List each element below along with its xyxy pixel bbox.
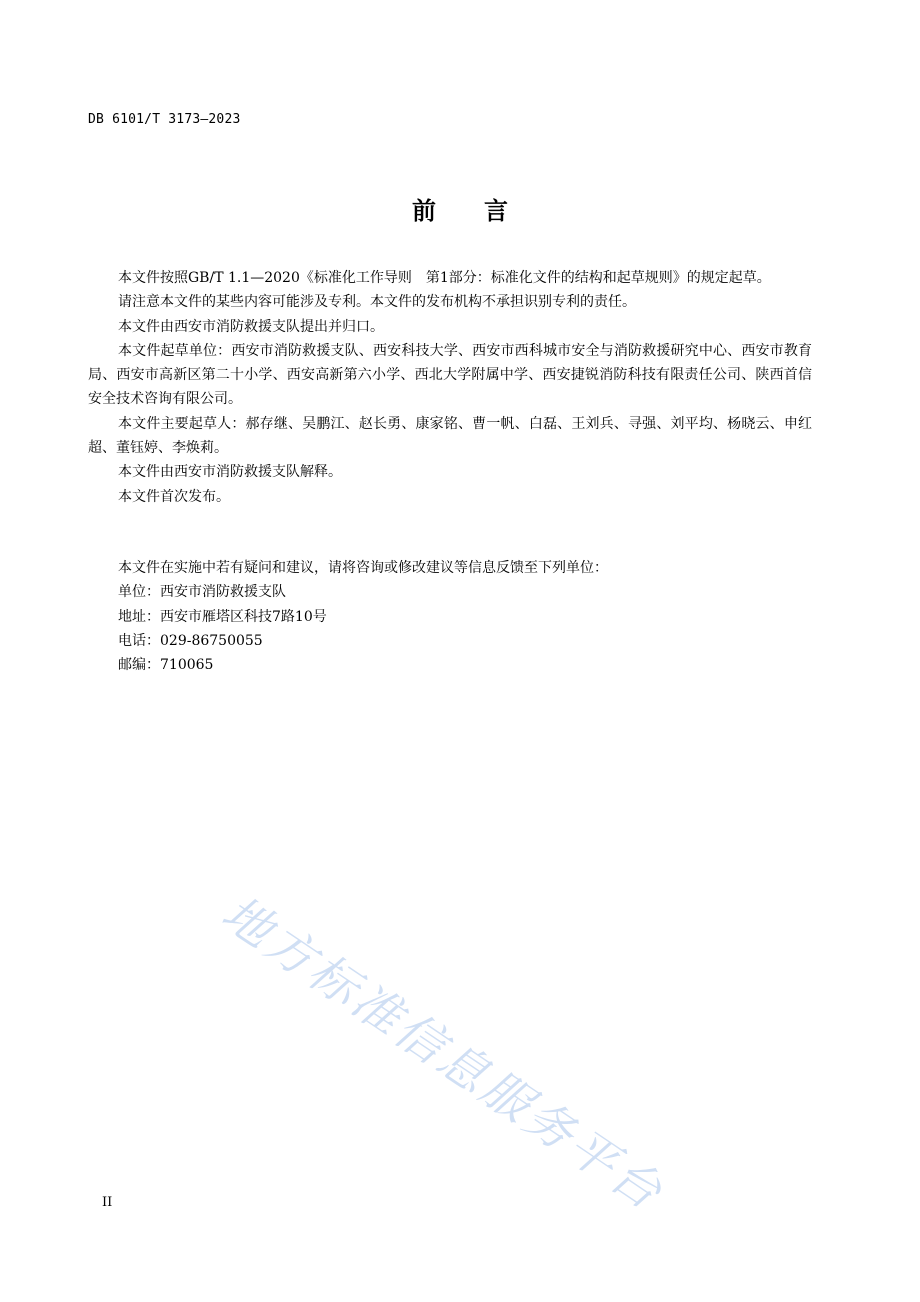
page-title [0,191,920,226]
paragraph-drafters: 本文件主要起草人：郝存继、吴鹏江、赵长勇、康家铭、曹一帆、白磊、王刘兵、寻强、刘平均、杨晓云、申红超、董钰婷、李焕莉。 [88,415,812,457]
paragraph-interpretation: 本文件由西安市消防救援支队解释。 [118,464,342,481]
contact-address: 地址：西安市雁塔区科技7路10号 [118,608,327,625]
paragraph-standard-basis: 本文件按照GB/T 1.1—2020《标准化工作导则 第1部分：标准化文件的结构和起草规则》的规定起草。 [118,270,771,286]
paragraph-proposer: 本文件由西安市消防救援支队提出并归口。 [118,318,384,335]
watermark: 地方标准信息服务平台 [211,885,675,1223]
contact-postcode: 邮编：710065 [118,657,214,674]
title-char-1: 前 [412,197,436,225]
paragraph-first-release: 本文件首次发布。 [118,488,230,505]
foreword-body [88,266,812,509]
contact-phone: 电话：029-86750055 [118,632,263,649]
paragraph-drafting-units: 本文件起草单位：西安市消防救援支队、西安科技大学、西安市西科城市安全与消防救援研究中心、西安市教育局、西安市高新区第二十小学、西安高新第六小学、西北大学附属中学、西安捷锐消防科技有限责任公司、陕西首信安全技术咨询有限公司。 [88,342,812,408]
title-char-2: 言 [484,197,508,225]
document-code: DB 6101/T 3173—2023 [88,112,241,127]
paragraph-patent-notice: 请注意本文件的某些内容可能涉及专利。本文件的发布机构不承担识别专利的责任。 [118,294,636,311]
page-number: II [102,1195,113,1210]
contact-block [118,556,608,677]
contact-intro: 本文件在实施中若有疑问和建议，请将咨询或修改建议等信息反馈至下列单位： [118,560,608,576]
contact-unit: 单位：西安市消防救援支队 [118,584,286,601]
